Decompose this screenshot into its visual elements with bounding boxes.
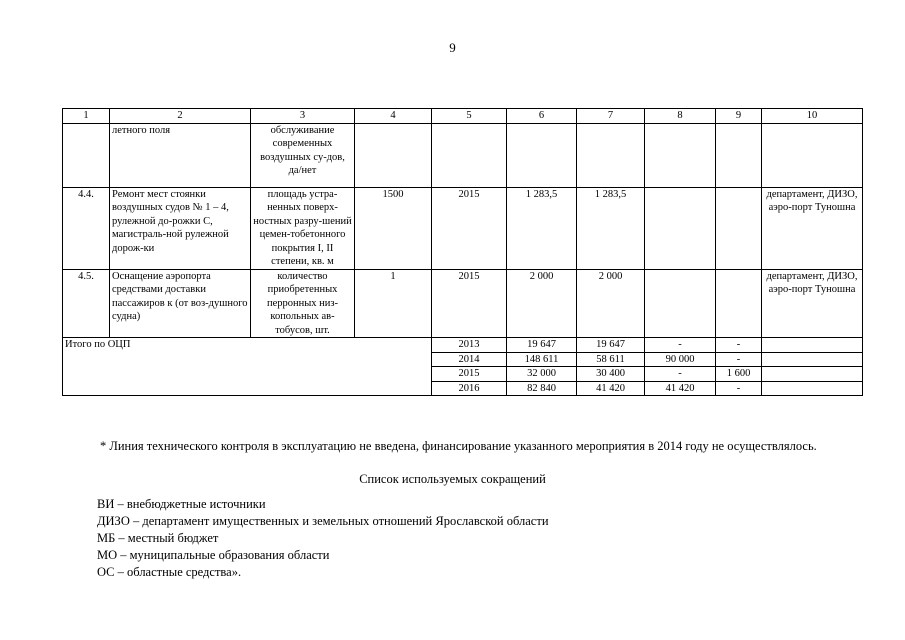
total-amount-7: 30 400 (577, 367, 645, 382)
total-year: 2013 (432, 338, 507, 353)
cell-number: 4.4. (63, 187, 110, 269)
table-row-4-5 (63, 269, 863, 338)
total-year: 2016 (432, 381, 507, 396)
program-table (62, 108, 863, 396)
cell-year: 2015 (432, 187, 507, 269)
total-amount: 19 647 (507, 338, 577, 353)
abbreviation-item: МО – муниципальные образования области (97, 548, 330, 562)
total-amount-9: - (716, 352, 762, 367)
cell-indicator: количество приобретенных перронных низ-копольных ав-тобусов, шт. (251, 269, 355, 338)
header-cell: 3 (251, 109, 355, 124)
total-amount-9: - (716, 338, 762, 353)
cell-amount-9 (716, 269, 762, 338)
cell-total-amount: 2 000 (507, 269, 577, 338)
total-amount-7: 41 420 (577, 381, 645, 396)
total-amount: 148 611 (507, 352, 577, 367)
header-cell: 4 (355, 109, 432, 124)
abbreviations-list (97, 496, 549, 581)
header-cell: 10 (762, 109, 863, 124)
total-amount-8: 90 000 (645, 352, 716, 367)
total-year: 2015 (432, 367, 507, 382)
cell-measure-name: Оснащение аэропорта средствами доставки пассажиров к (от воз-душного судна) (110, 269, 251, 338)
cell-amount-9 (716, 187, 762, 269)
abbreviations-title: Список используемых сокращений (359, 472, 546, 486)
cell-total-amount: 1 283,5 (507, 187, 577, 269)
abbreviation-item: ОС – областные средства». (97, 565, 242, 579)
abbreviation-item: МБ – местный бюджет (97, 531, 219, 545)
cell-executor: департамент, ДИЗО, аэро-порт Туношна (762, 269, 863, 338)
page-number: 9 (449, 40, 456, 55)
total-amount-8: - (645, 367, 716, 382)
cell-measure-name: Ремонт мест стоянки воздушных судов № 1 – 4, рулежной до-рожки С, магистраль-ной рулежной дорож-ки (110, 187, 251, 269)
total-amount-7: 19 647 (577, 338, 645, 353)
total-year: 2014 (432, 352, 507, 367)
total-amount-9: 1 600 (716, 367, 762, 382)
header-cell: 6 (507, 109, 577, 124)
cell-indicator: обслуживание современных воздушных су-дов, да/нет (251, 123, 355, 187)
cell-indicator-value: 1 (355, 269, 432, 338)
total-label: Итого по ОЦП (63, 338, 432, 396)
cell-executor: департамент, ДИЗО, аэро-порт Туношна (762, 187, 863, 269)
table-row-4-4 (63, 187, 863, 269)
header-cell: 7 (577, 109, 645, 124)
total-amount: 32 000 (507, 367, 577, 382)
cell-indicator-value: 1500 (355, 187, 432, 269)
header-cell: 5 (432, 109, 507, 124)
header-cell: 9 (716, 109, 762, 124)
cell-amount-7: 1 283,5 (577, 187, 645, 269)
cell-year: 2015 (432, 269, 507, 338)
header-row (63, 109, 863, 124)
total-amount-8: 41 420 (645, 381, 716, 396)
total-amount-8: - (645, 338, 716, 353)
total-row (63, 338, 863, 353)
total-amount-9: - (716, 381, 762, 396)
cell-indicator: площадь устра-ненных поверх-ностных разру-шений цемен-тобетонного покрытия I, II степени, кв. м (251, 187, 355, 269)
cell-number: 4.5. (63, 269, 110, 338)
header-cell: 2 (110, 109, 251, 124)
abbreviation-item: ВИ – внебюджетные источники (97, 497, 266, 511)
table-row-continuation (63, 123, 863, 187)
abbreviation-item: ДИЗО – департамент имущественных и земельных отношений Ярославской области (97, 514, 549, 528)
cell-amount-7: 2 000 (577, 269, 645, 338)
header-cell: 8 (645, 109, 716, 124)
cell-measure-name: летного поля (110, 123, 251, 187)
total-amount-7: 58 611 (577, 352, 645, 367)
header-cell: 1 (63, 109, 110, 124)
cell-amount-8 (645, 269, 716, 338)
total-amount: 82 840 (507, 381, 577, 396)
cell-amount-8 (645, 187, 716, 269)
footnote: * Линия технического контроля в эксплуатацию не введена, финансирование указанного мероприятия в 2014 году не осуществлялось. (100, 439, 817, 453)
